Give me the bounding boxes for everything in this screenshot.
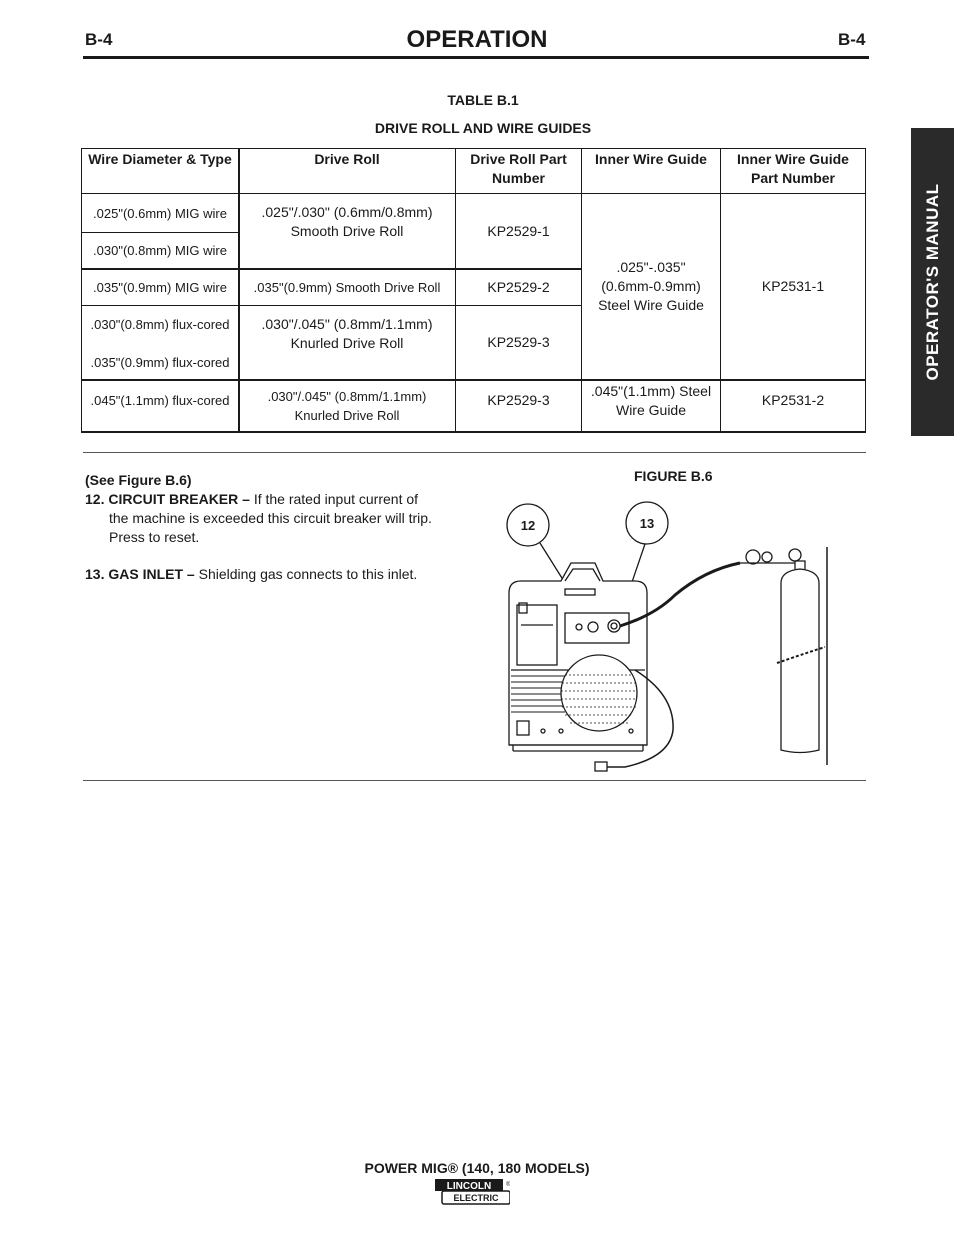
header-drive-roll-part: Drive Roll Part Number: [470, 151, 567, 186]
figure-label: FIGURE B.6: [634, 468, 713, 484]
gas-cylinder: [781, 569, 819, 753]
regulator-gauge: [746, 550, 760, 564]
table-row-line: [239, 431, 582, 433]
wire-guide-part-cell: KP2531-1: [761, 278, 825, 294]
item-gas-inlet: [85, 565, 460, 584]
drive-roll-part-cell: KP2529-3: [487, 334, 550, 350]
item-text-continued: the machine is exceeded this circuit breaker will trip. Press to reset.: [109, 510, 432, 545]
item-number: 12.: [85, 491, 105, 507]
page-title: OPERATION: [406, 26, 548, 53]
welder-gas-figure: [495, 495, 840, 780]
side-tab-label: OPERATOR'S MANUAL: [922, 183, 942, 381]
logo-top-text: LINCOLN: [446, 1181, 492, 1192]
item-text: Shielding gas connects to this inlet.: [198, 566, 418, 582]
wire-guide-cell: .025"-.035" (0.6mm-0.9mm) Steel Wire Guide: [598, 259, 704, 313]
page-number-left: B-4: [85, 30, 113, 49]
wire-type-cell: .030"(0.8mm) MIG wire: [93, 243, 227, 258]
fan-grille: [561, 655, 637, 731]
wire-type-cell: .025"(0.6mm) MIG wire: [93, 205, 227, 221]
item-text: If the rated input current of: [253, 491, 419, 507]
side-tab: [911, 128, 954, 436]
drive-roll-cell: .025"/.030" (0.6mm/0.8mm) Smooth Drive Roll: [261, 204, 433, 239]
wire-type-cell: .045"(1.1mm) flux-cored: [90, 392, 230, 408]
drive-roll-part-cell: KP2529-1: [487, 222, 550, 239]
item-number: 13.: [85, 566, 105, 582]
section-divider: [83, 780, 866, 781]
wire-type-cell: .035"(0.9mm) flux-cored: [90, 354, 230, 370]
callout-12-label: 12: [520, 518, 536, 533]
svg-text:®: ®: [506, 1182, 510, 1188]
table-border: [865, 148, 866, 432]
item-term: GAS INLET –: [108, 566, 195, 582]
logo-bottom-text: ELECTRIC: [453, 1193, 499, 1203]
wire-guide-part-cell: KP2531-2: [761, 391, 825, 408]
lincoln-electric-logo: [434, 1178, 510, 1205]
page-number-right: B-4: [838, 30, 866, 49]
see-figure-note: (See Figure B.6): [85, 472, 192, 488]
power-plug: [595, 762, 607, 771]
drive-roll-part-cell: KP2529-2: [487, 278, 550, 295]
header-inner-wire-guide: Inner Wire Guide: [595, 151, 707, 167]
item-circuit-breaker: [85, 490, 460, 547]
section-divider: [83, 452, 866, 453]
drive-roll-cell: .035"(0.9mm) Smooth Drive Roll: [253, 279, 441, 295]
header-wire-diameter: Wire Diameter & Type: [88, 151, 232, 167]
header-drive-roll: Drive Roll: [314, 151, 380, 167]
table-subcaption: DRIVE ROLL AND WIRE GUIDES: [374, 120, 592, 136]
footer-model: POWER MIG® (140, 180 MODELS): [364, 1160, 590, 1176]
wire-guide-cell: .045"(1.1mm) Steel Wire Guide: [590, 383, 712, 418]
header-inner-wire-guide-part: Inner Wire Guide Part Number: [737, 151, 849, 186]
table-caption: TABLE B.1: [447, 92, 519, 108]
header-rule: [83, 56, 869, 59]
wire-type-cell: .030"(0.8mm) flux-cored: [90, 316, 230, 332]
drive-roll-part-cell: KP2529-3: [487, 391, 550, 408]
wire-type-cell: .035"(0.9mm) MIG wire: [93, 279, 227, 295]
drive-roll-cell: .030"/.045" (0.8mm/1.1mm) Knurled Drive Roll: [261, 316, 433, 351]
drive-roll-cell: .030"/.045" (0.8mm/1.1mm) Knurled Drive Roll: [267, 389, 427, 423]
item-term: CIRCUIT BREAKER –: [108, 491, 250, 507]
callout-13-label: 13: [639, 516, 655, 531]
